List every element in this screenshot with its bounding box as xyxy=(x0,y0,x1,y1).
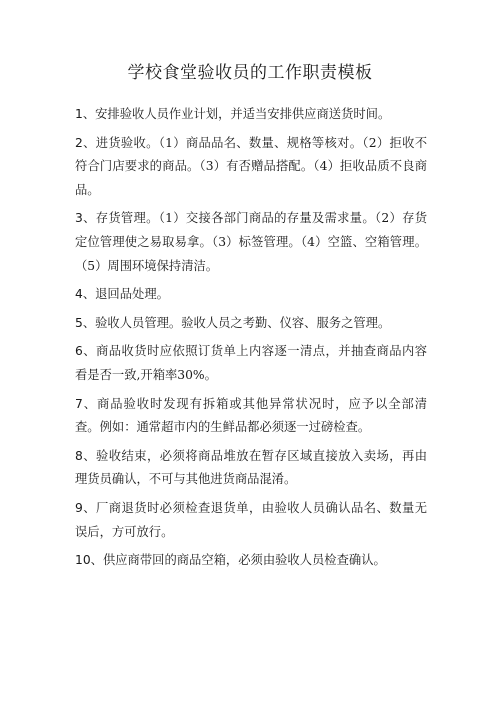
duty-item-6 xyxy=(75,340,427,387)
duty-item-text: 、厂商退货时必须检查退货单，由验收人员确认品名、数量无误后，方可放行。 xyxy=(75,500,427,539)
duty-item-number: 3 xyxy=(75,211,83,226)
duty-item-text: 、商品收货时应依照订货单上内容逐一清点，并抽查商品内容看是否一致,开箱率30%。 xyxy=(75,344,427,382)
duty-item-number: 9 xyxy=(75,500,83,515)
duty-item-number: 10 xyxy=(75,553,91,568)
duty-item-9 xyxy=(75,497,427,544)
duty-item-text: 、退回品处理。 xyxy=(82,287,169,302)
duty-item-2 xyxy=(75,132,427,203)
duty-item-number: 6 xyxy=(75,344,83,359)
duty-item-text: 、安排验收人员作业计划，并适当安排供应商送货时间。 xyxy=(82,107,391,121)
duty-item-number: 7 xyxy=(75,396,83,411)
duty-item-number: 5 xyxy=(75,315,83,330)
duty-item-8 xyxy=(75,445,427,492)
duty-item-number: 4 xyxy=(75,287,83,302)
duty-item-5 xyxy=(75,312,427,336)
duty-item-text: 、供应商带回的商品空箱，必须由验收人员检查确认。 xyxy=(90,553,386,568)
duty-item-text: 、验收人员管理。验收人员之考勤、仪容、服务之管理。 xyxy=(82,315,391,330)
document-title: 学校食堂验收员的工作职责模板 xyxy=(127,63,373,83)
duty-item-number: 1 xyxy=(75,107,83,121)
duty-item-number: 2 xyxy=(75,135,83,150)
duty-item-number: 8 xyxy=(75,448,83,463)
duty-list xyxy=(75,103,427,578)
duty-item-text: 、验收结束，必须将商品堆放在暂存区域直接放入卖场，再由理货员确认，不可与其他进货商品混淆。 xyxy=(75,448,427,487)
duty-item-text: 、进货验收。（1）商品品名、数量、规格等核对。（2）拒收不符合门店要求的商品。（3）有否赠品搭配。（4）拒收品质不良商品。 xyxy=(75,135,427,197)
duty-item-text: 、商品验收时发现有拆箱或其他异常状况时，应予以全部清查。例如：通常超市内的生鲜品都必须逐一过磅检查。 xyxy=(75,396,427,435)
duty-item-1 xyxy=(75,103,427,127)
duty-item-10 xyxy=(75,549,427,573)
duty-item-4 xyxy=(75,283,427,307)
duty-item-text: 、存货管理。（1）交接各部门商品的存量及需求量。（2）存货定位管理使之易取易拿。（3）标签管理。（4）空篮、空箱管理。（5）周围环境保持清洁。 xyxy=(75,211,427,273)
duty-item-7 xyxy=(75,393,427,440)
duty-item-3 xyxy=(75,207,427,278)
